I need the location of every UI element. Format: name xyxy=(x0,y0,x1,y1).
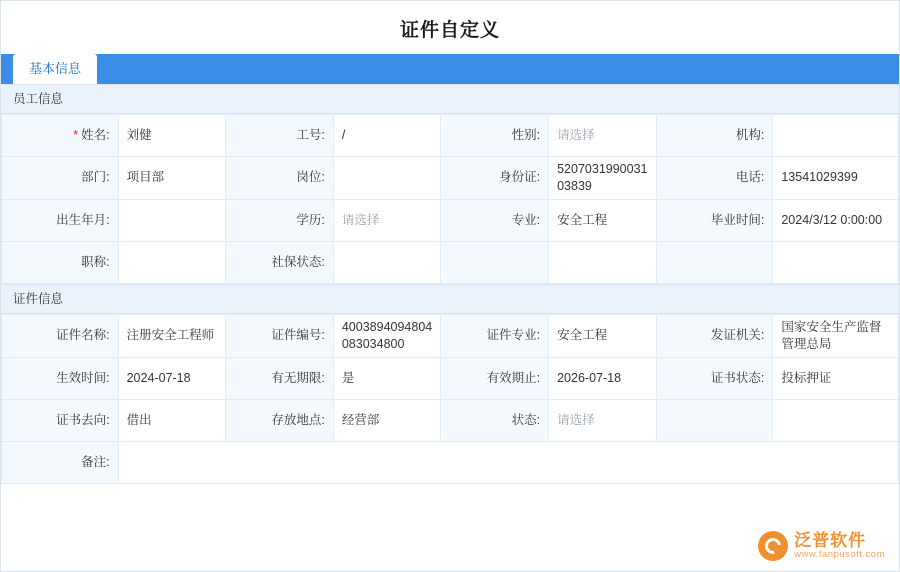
field-label-department: 部门: xyxy=(2,157,119,200)
field-label-issuing-authority: 发证机关: xyxy=(656,314,773,357)
tab-bar xyxy=(1,54,899,84)
certificate-info-table xyxy=(1,314,899,484)
field-label-phone: 电话: xyxy=(656,157,773,200)
field-value-employee-no[interactable]: / xyxy=(333,115,441,157)
field-label-has-term: 有无期限: xyxy=(226,357,334,399)
field-value-education[interactable]: 请选择 xyxy=(333,199,441,241)
field-label-employee-no: 工号: xyxy=(226,115,334,157)
field-label-expiry-date: 有效期止: xyxy=(441,357,549,399)
watermark-brand-cn: 泛普软件 xyxy=(794,531,867,551)
fanpu-logo-icon xyxy=(758,531,788,561)
table-row xyxy=(2,199,899,241)
field-value-birth-date[interactable] xyxy=(118,199,226,241)
field-value-id-card[interactable]: 520703199003103839 xyxy=(549,157,657,200)
watermark-brand-url: www.fanpusoft.com xyxy=(794,548,885,560)
table-row xyxy=(2,441,899,483)
field-label-certificate-status: 证书状态: xyxy=(656,357,773,399)
field-value-gender[interactable]: 请选择 xyxy=(549,115,657,157)
field-value-certificate-status[interactable]: 投标押证 xyxy=(773,357,899,399)
field-value-remark[interactable] xyxy=(118,441,898,483)
field-label-certificate-major: 证件专业: xyxy=(441,314,549,357)
field-value-department[interactable]: 项目部 xyxy=(118,157,226,200)
field-label-major: 专业: xyxy=(441,199,549,241)
field-value-social-security-status[interactable] xyxy=(333,241,441,283)
section-header-employee: 员工信息 xyxy=(1,84,899,114)
field-label-certificate-destination: 证书去向: xyxy=(2,399,119,441)
section-header-certificate: 证件信息 xyxy=(1,284,899,314)
field-label-position: 岗位: xyxy=(226,157,334,200)
table-row xyxy=(2,157,899,200)
field-value-certificate-name[interactable]: 注册安全工程师 xyxy=(118,314,226,357)
table-row xyxy=(2,115,899,157)
field-label-education: 学历: xyxy=(226,199,334,241)
field-label-empty-1 xyxy=(441,241,549,283)
field-value-expiry-date[interactable]: 2026-07-18 xyxy=(549,357,657,399)
field-label-job-title: 职称: xyxy=(2,241,119,283)
field-label-social-security-status: 社保状态: xyxy=(226,241,334,283)
field-label-graduation-time: 毕业时间: xyxy=(656,199,773,241)
field-value-certificate-major[interactable]: 安全工程 xyxy=(549,314,657,357)
field-value-issuing-authority[interactable]: 国家安全生产监督管理总局 xyxy=(773,314,899,357)
field-value-organization[interactable] xyxy=(773,115,899,157)
field-label-organization: 机构: xyxy=(656,115,773,157)
field-value-storage-location[interactable]: 经营部 xyxy=(333,399,441,441)
field-label-remark: 备注: xyxy=(2,441,119,483)
field-value-status[interactable]: 请选择 xyxy=(549,399,657,441)
table-row xyxy=(2,357,899,399)
field-label-effective-date: 生效时间: xyxy=(2,357,119,399)
field-value-empty-2 xyxy=(773,241,899,283)
field-label-id-card: 身份证: xyxy=(441,157,549,200)
table-row xyxy=(2,314,899,357)
field-value-certificate-destination[interactable]: 借出 xyxy=(118,399,226,441)
field-value-effective-date[interactable]: 2024-07-18 xyxy=(118,357,226,399)
page-title: 证件自定义 xyxy=(399,20,500,41)
required-marker: * xyxy=(73,128,79,143)
field-label-certificate-name: 证件名称: xyxy=(2,314,119,357)
field-value-major[interactable]: 安全工程 xyxy=(549,199,657,241)
field-value-has-term[interactable]: 是 xyxy=(333,357,441,399)
field-value-certificate-no[interactable]: 4003894094804083034800 xyxy=(333,314,441,357)
field-value-graduation-time[interactable]: 2024/3/12 0:00:00 xyxy=(773,199,899,241)
field-label-empty-2 xyxy=(656,241,773,283)
table-row xyxy=(2,399,899,441)
employee-info-table xyxy=(1,114,899,284)
field-label-gender: 性别: xyxy=(441,115,549,157)
tab-basic-info[interactable]: 基本信息 xyxy=(13,54,97,84)
field-label-storage-location: 存放地点: xyxy=(226,399,334,441)
field-value-empty-3 xyxy=(773,399,899,441)
field-label-name: * 姓名: xyxy=(2,115,119,157)
field-value-phone[interactable]: 13541029399 xyxy=(773,157,899,200)
field-value-position[interactable] xyxy=(333,157,441,200)
field-label-certificate-no: 证件编号: xyxy=(226,314,334,357)
watermark xyxy=(758,531,885,561)
field-label-empty-3 xyxy=(656,399,773,441)
field-value-empty-1 xyxy=(549,241,657,283)
field-value-job-title[interactable] xyxy=(118,241,226,283)
field-label-birth-date: 出生年月: xyxy=(2,199,119,241)
field-label-status: 状态: xyxy=(441,399,549,441)
field-value-name[interactable]: 刘健 xyxy=(118,115,226,157)
table-row xyxy=(2,241,899,283)
